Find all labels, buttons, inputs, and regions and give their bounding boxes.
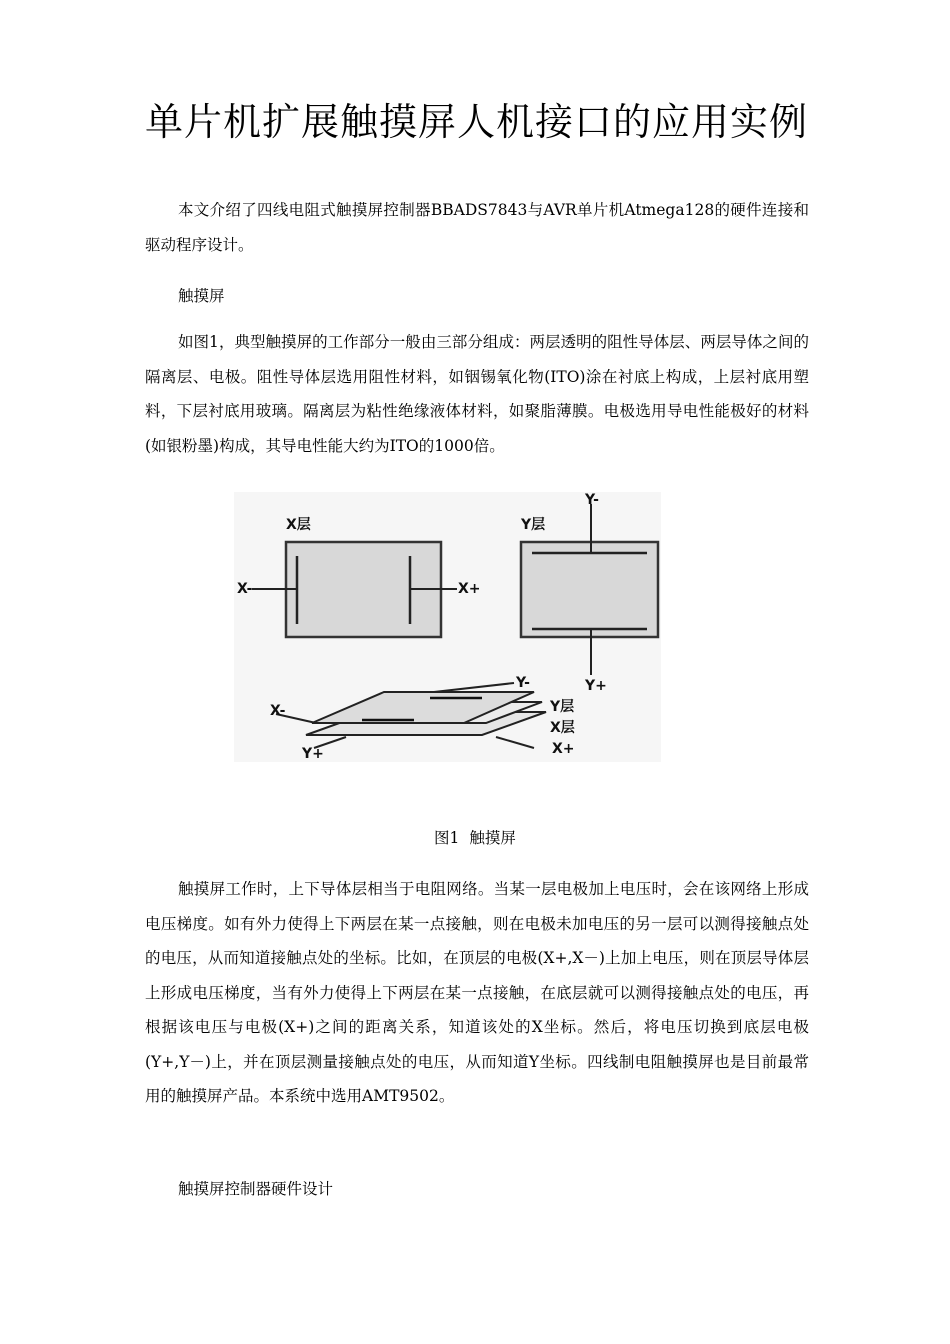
x-layer-label: X层 — [286, 517, 311, 533]
figure-caption-number: 图1 — [434, 829, 460, 847]
y-minus-label: Y- — [585, 492, 599, 508]
stack-x-layer-label: X层 — [550, 720, 575, 736]
stack-x-plus-label: X+ — [552, 741, 575, 757]
figure-caption-text: 触摸屏 — [469, 829, 516, 847]
stack-y-plus-label: Y+ — [302, 746, 324, 762]
stack-y-layer-label: Y层 — [550, 699, 575, 715]
stack-x-minus-label: X- — [270, 703, 286, 719]
stack-x-plus-lead — [496, 737, 534, 748]
page-title: 单片机扩展触摸屏人机接口的应用实例 — [145, 100, 809, 144]
intro-paragraph: 本文介绍了四线电阻式触摸屏控制器BBADS7843与AVR单片机Atmega128的硬件连接和驱动程序设计。 — [145, 201, 809, 254]
stack-y-minus-label: Y- — [516, 675, 530, 691]
y-layer-label: Y层 — [521, 517, 546, 533]
x-plus-label: X+ — [458, 581, 481, 597]
paragraph-principle: 触摸屏工作时，上下导体层相当于电阻网络。当某一层电极加上电压时，会在该网络上形成电压梯度。如有外力使得上下两层在某一点接触，则在电极未加电压的另一层可以测得接触点处的电压，从而知道接触点处的坐标。比如，在顶层的电极(X+,X－)上加上电压，则在顶层导体层上形成电压梯度，当有外力使得上下两层在某一点接触，在底层就可以测得接触点处的电压，再根据该电压与电极(X+)之间的距离关系，知道该处的X坐标。然后，将电压切换到底层电极(Y+,Y－)上，并在顶层测量接触点处的电压，从而知道Y坐标。四线制电阻触摸屏也是目前最常用的触摸屏产品。本系统中选用AMT9502。 — [145, 880, 809, 1105]
figure-caption — [0, 826, 950, 850]
x-minus-label: X- — [237, 581, 253, 597]
y-layer-panel — [521, 542, 658, 637]
y-plus-label: Y+ — [585, 678, 607, 694]
section-heading-controller-hardware: 触摸屏控制器硬件设计 — [178, 1180, 334, 1198]
section-heading-touchscreen: 触摸屏 — [178, 287, 225, 305]
touchscreen-figure — [234, 492, 661, 762]
paragraph-structure: 如图1，典型触摸屏的工作部分一般由三部分组成：两层透明的阻性导体层、两层导体之间的隔离层、电极。阻性导体层选用阻性材料，如铟锡氧化物(ITO)涂在衬底上构成，上层衬底用塑料，下层衬底用玻璃。隔离层为粘性绝缘液体材料，如聚脂薄膜。电极选用导电性能极好的材料(如银粉墨)构成，其导电性能大约为ITO的1000倍。 — [145, 333, 810, 455]
touchscreen-diagram — [234, 492, 661, 762]
stack-y-minus-lead — [434, 683, 514, 692]
